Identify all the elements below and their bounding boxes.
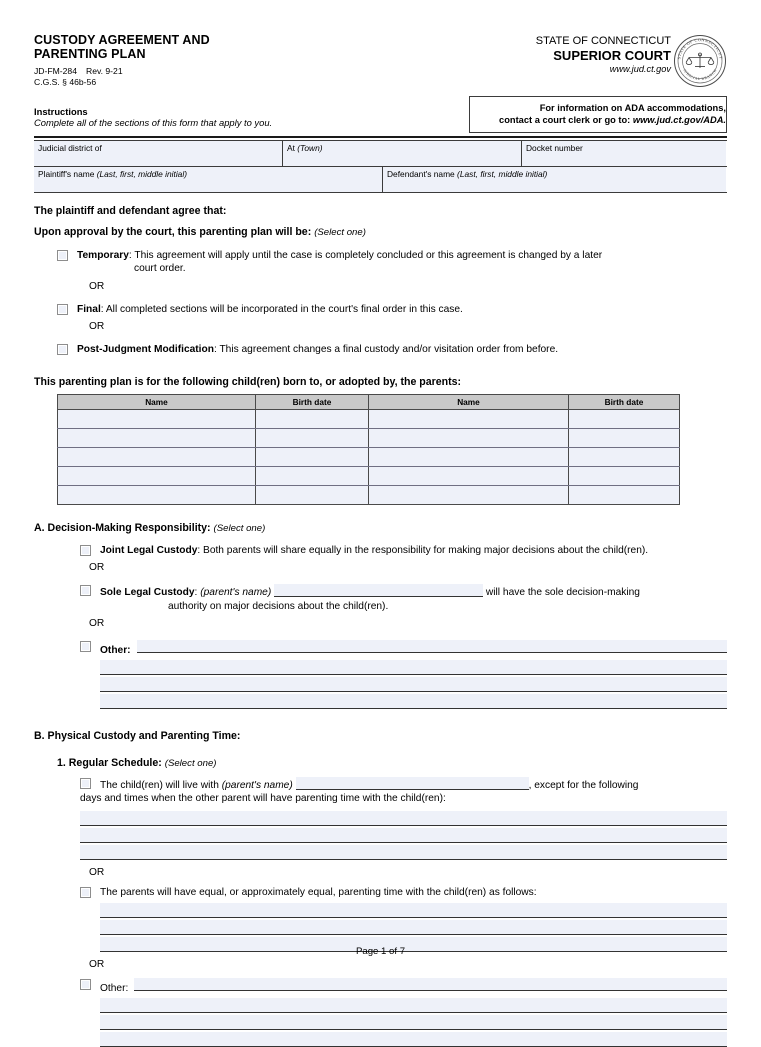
form-header [34,34,727,130]
b-other-input-line-2[interactable] [100,998,727,1013]
a-other-input-line-1[interactable] [137,640,727,653]
option-b-other[interactable] [80,978,727,1047]
table-row [58,409,680,428]
cell-birthdate-1[interactable] [256,409,369,428]
ada-line-1: For information on ADA accommodations, [539,103,726,113]
option-post-judgment[interactable] [57,343,727,357]
b-live-with-line-2[interactable] [80,828,727,843]
a-other-input-line-4[interactable] [100,694,727,709]
cell-name-1[interactable] [58,485,256,504]
b-equal-time-line-1[interactable] [100,903,727,918]
section-b1-select-one: (Select one) [164,757,217,769]
cell-birthdate-2[interactable] [569,466,680,485]
plaintiff-name-label: Plaintiff's name (Last, first, middle initial) [38,168,187,179]
b-live-with-lines [80,811,727,860]
sole-custody-parent-name-input[interactable] [274,584,483,597]
section-a-heading: A. Decision-Making Responsibility: (Select one) [34,521,266,534]
plan-type-options [57,249,727,357]
cell-birthdate-1[interactable] [256,466,369,485]
cell-name-1[interactable] [58,466,256,485]
cell-name-1[interactable] [58,409,256,428]
section-a-select-one: (Select one) [213,522,266,534]
page-content [34,34,727,1047]
judicial-district-field[interactable] [34,141,282,166]
town-label: At (Town) [287,142,323,153]
svg-text:JUDICIAL BRANCH: JUDICIAL BRANCH [682,68,718,82]
table-row [58,428,680,447]
joint-custody-bold: Joint Legal Custody [100,544,198,556]
option-b-live-with-text: The child(ren) will live with (parent's name) , except for the following days and times when the other parent will have parenting time with the child(ren): [100,777,727,860]
b-other-extra-lines [100,998,727,1047]
approval-heading: Upon approval by the court, this parenting plan will be: (Select one) [34,225,366,238]
children-table-header-row [58,394,680,409]
a-other-input-line-2[interactable] [100,660,727,675]
checkbox-temporary[interactable] [57,250,68,261]
checkbox-b-other[interactable] [80,979,91,990]
checkbox-sole-legal-custody[interactable] [80,585,91,596]
cell-birthdate-2[interactable] [569,428,680,447]
b-live-with-line-3[interactable] [80,845,727,860]
children-table-intro: This parenting plan is for the following child(ren) born to, or adopted by, the parents: [34,375,462,388]
column-header-birthdate-1: Birth date [256,394,369,409]
sole-custody-continuation: authority on major decisions about the child(ren). [168,600,389,612]
option-final-body: : All completed sections will be incorporated in the court's final order in this case. [100,303,463,315]
section-b-heading: B. Physical Custody and Parenting Time: [34,729,241,742]
children-table [57,394,680,505]
column-header-name-2: Name [369,394,569,409]
form-number: JD-FM-284 [34,66,77,76]
option-sole-legal-custody[interactable] [80,584,727,613]
checkbox-b-equal-time[interactable] [80,887,91,898]
option-final-text [77,303,463,317]
or-label-b2: OR [89,959,105,970]
docket-number-field[interactable] [521,141,726,166]
joint-custody-body: : Both parents will share equally in the responsibility for making major decisions about the child(ren). [197,544,649,556]
form-codes [34,66,364,87]
checkbox-final[interactable] [57,304,68,315]
form-title-line2: PARENTING PLAN [34,46,146,61]
option-temporary[interactable] [57,249,727,276]
cell-birthdate-1[interactable] [256,485,369,504]
sole-custody-suffix: will have the sole decision-making [483,587,640,598]
b-other-input-line-3[interactable] [100,1015,727,1030]
option-post-judgment-bold: Post-Judgment Modification [77,344,214,355]
option-temporary-continuation: court order. [134,263,186,274]
header-left [34,34,364,129]
column-header-name-1: Name [58,394,256,409]
checkbox-joint-legal-custody[interactable] [80,545,91,556]
cell-birthdate-2[interactable] [569,447,680,466]
cell-name-1[interactable] [58,428,256,447]
b-live-with-suffix: , except for the following [528,779,639,791]
instructions-text: Complete all of the sections of this form that apply to you. [34,117,273,128]
or-label-2: OR [89,321,105,332]
option-final-bold: Final [77,303,101,315]
town-field[interactable] [282,141,521,166]
b-live-with-line-1[interactable] [80,811,727,826]
b-equal-time-lines [100,903,727,952]
connecticut-judicial-seal-icon [673,34,727,88]
cell-birthdate-1[interactable] [256,428,369,447]
docket-number-label: Docket number [526,142,583,153]
defendant-name-field[interactable] [382,167,726,192]
option-b-equal-time-text [100,886,727,953]
sole-custody-bold: Sole Legal Custody [100,587,195,598]
option-temporary-text [77,249,602,276]
option-temporary-body: : This agreement will apply until the case is completely concluded or this agreement is changed by a later [128,249,603,261]
option-sole-legal-custody-text: Sole Legal Custody: (parent's name) will have the sole decision-making authority on major decisions about the child(ren). [100,584,640,613]
section-a-options [80,544,727,709]
judicial-district-label: Judicial district of [38,142,102,153]
b-equal-time-line-2[interactable] [100,920,727,935]
b-live-with-italic-hint: (parent's name) [221,779,293,791]
cell-birthdate-2[interactable] [569,409,680,428]
ada-url-link[interactable]: www.jud.ct.gov/ADA. [632,115,726,125]
header-right [452,34,727,125]
case-fields-row-1 [34,141,727,167]
option-joint-legal-custody-text [100,544,648,558]
b-live-with-continuation: days and times when the other parent will have parenting time with the child(ren): [80,793,446,804]
state-name: STATE OF CONNECTICUT [535,35,671,47]
option-b-live-with[interactable] [80,777,727,860]
case-caption-fields [34,136,727,193]
defendant-name-label: Defendant's name (Last, first, middle initial) [387,168,548,179]
a-other-label: Other: [100,645,131,656]
checkbox-a-other[interactable] [80,641,91,652]
cell-birthdate-1[interactable] [256,447,369,466]
or-label-1: OR [89,280,105,292]
option-final[interactable] [57,303,727,317]
cell-name-2[interactable] [369,428,569,447]
section-b1-options [80,777,727,1047]
form-number-row [34,66,364,77]
option-post-judgment-body: : This agreement changes a final custody and/or visitation order from before. [213,344,559,355]
a-other-extra-lines [100,660,727,709]
or-label-a2: OR [89,618,105,629]
agreement-heading: The plaintiff and defendant agree that: [34,204,227,217]
sole-custody-italic-hint: (parent's name) [200,587,272,598]
form-statute: C.G.S. § 46b-56 [34,76,97,87]
plaintiff-name-field[interactable] [34,167,382,192]
table-row [58,485,680,504]
or-label-a1: OR [89,562,105,573]
approval-select-one: (Select one) [314,226,366,238]
checkbox-post-judgment[interactable] [57,344,68,355]
form-revision: Rev. 9-21 [85,66,123,76]
cell-birthdate-2[interactable] [569,485,680,504]
cell-name-1[interactable] [58,447,256,466]
table-row [58,447,680,466]
form-title [34,34,364,61]
ada-line-2 [479,114,726,126]
section-b1-heading: 1. Regular Schedule: (Select one) [57,756,217,769]
option-b-other-text [100,978,727,1047]
b-other-input-line-1[interactable] [134,978,727,991]
b-live-with-parent-input[interactable] [296,777,529,790]
cell-name-2[interactable] [369,485,569,504]
court-website: www.jud.ct.gov [609,64,671,74]
checkbox-b-live-with[interactable] [80,778,91,789]
table-row [58,466,680,485]
or-label-b1: OR [89,866,105,878]
option-b-equal-time[interactable] [80,886,727,953]
option-a-other-text [100,640,727,709]
a-other-input-line-3[interactable] [100,677,727,692]
b-equal-time-body: The parents will have equal, or approximately equal, parenting time with the child(ren) as follows: [100,886,537,898]
page-footer: Page 1 of 7 [355,946,406,957]
form-title-line1: CUSTODY AGREEMENT AND [34,33,210,47]
instructions-label: Instructions [34,106,88,117]
column-header-birthdate-2: Birth date [569,394,680,409]
option-temporary-bold: Temporary [77,249,129,261]
b-other-input-line-4[interactable] [100,1032,727,1047]
case-fields-row-2 [34,167,727,193]
option-joint-legal-custody[interactable] [80,544,727,558]
ada-line-2-prefix: contact a court clerk or go to: [499,115,633,125]
option-post-judgment-text [77,343,558,357]
b-other-label: Other: [100,983,129,994]
cell-name-2[interactable] [369,447,569,466]
ada-notice-box [469,96,727,133]
court-name: SUPERIOR COURT [553,48,671,63]
cell-name-2[interactable] [369,409,569,428]
svg-text:STATE OF CONNECTICUT: STATE OF CONNECTICUT [676,37,724,60]
option-a-other[interactable] [80,640,727,709]
cell-name-2[interactable] [369,466,569,485]
